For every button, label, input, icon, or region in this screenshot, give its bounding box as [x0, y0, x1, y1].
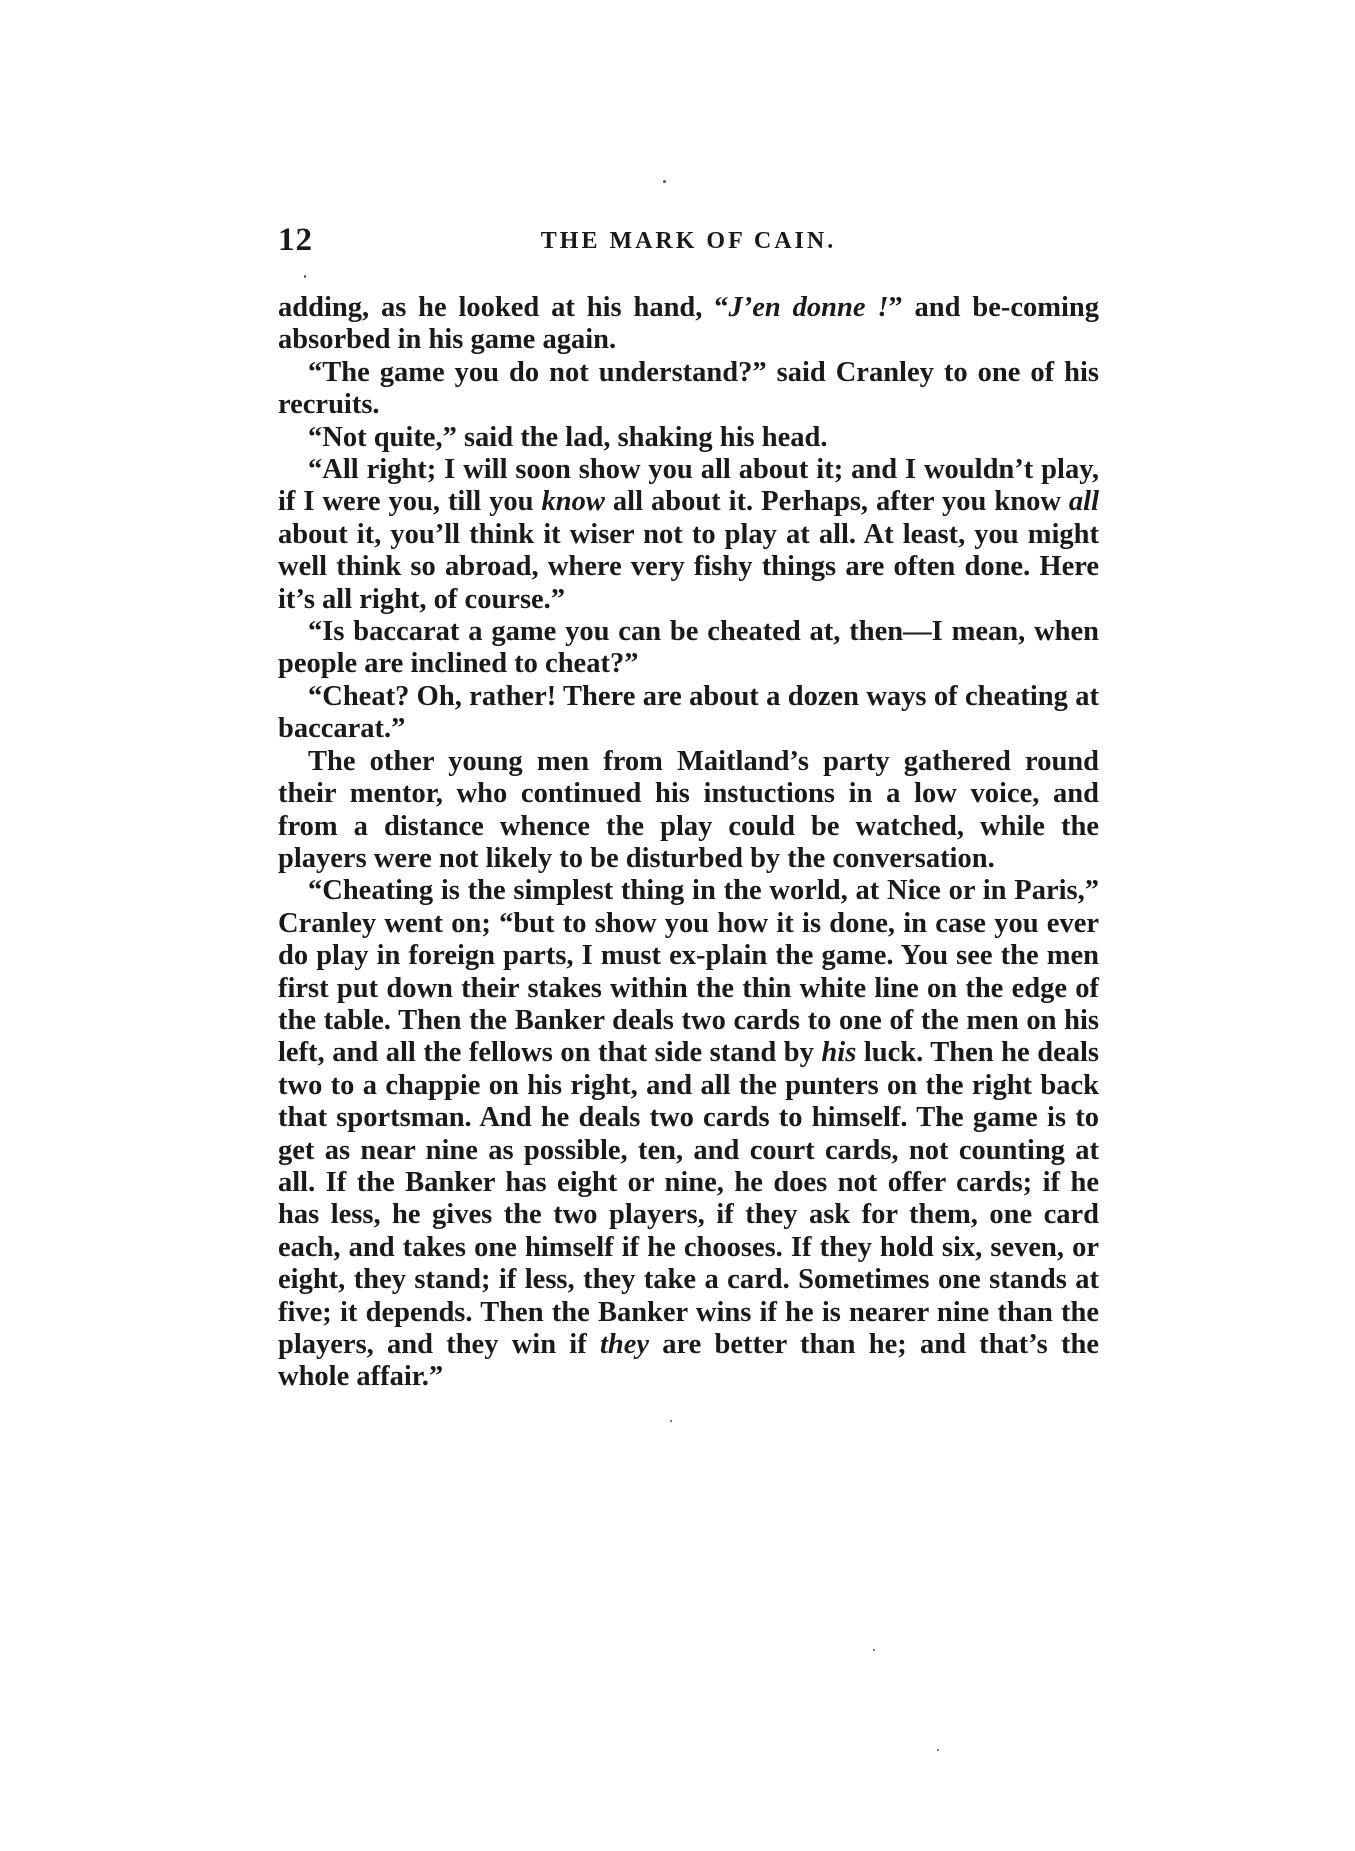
body-text [278, 292, 1099, 1394]
paragraph-3: “Not quite,” said the lad, shaking his head. [308, 421, 828, 453]
running-head [278, 222, 1099, 262]
italic-text: his [821, 1037, 857, 1069]
text-run: ” and be-coming absorbed in his game again. [278, 292, 1099, 356]
text-run: are better than he; and that’s the whole affair.” [278, 1329, 1099, 1393]
text-run: about it, you’ll think it wiser not to play at all. At least, you might well think so abroad, where very fishy things are often done. Here it’s all right, of course.” [278, 518, 1099, 615]
running-title: THE MARK OF CAIN. [540, 228, 837, 254]
page-number: 12 [278, 222, 313, 258]
paragraph-4 [278, 454, 1099, 616]
paragraph-5: “Is baccarat a game you can be cheated at, then—I mean, when people are inclined to cheat?” [278, 616, 1099, 680]
scan-speck [937, 1749, 939, 1751]
paragraph-1 [278, 292, 1099, 357]
text-run: “All right; I will soon show you all about it; and I wouldn’t play, if I were you, till you [278, 454, 1099, 518]
italic-text: J’en donne ! [728, 292, 889, 323]
scan-speck [304, 275, 306, 278]
italic-text: they [599, 1329, 650, 1360]
text-run: all about it. Perhaps, after you know [604, 486, 1069, 518]
scan-speck [873, 1649, 875, 1651]
scan-speck [663, 180, 666, 183]
text-run: “Cheating is the simplest thing in the world, at Nice or in Paris,” Cranley went on; “but to show you how it is done, in case you ever do play in foreign parts, I must ex-plain the game. You see the men first put down their stakes within the thin white line on the edge of the table. Then the Banker deals two cards to one of the men on his left, and all the fellows on that side stand by [278, 875, 1099, 1069]
paragraph-7: The other young men from Maitland’s party gathered round their mentor, who continued his instuctions in a low voice, and from a distance whence the play could be watched, while the players were not likely to be disturbed by the conversation. [278, 745, 1099, 874]
paragraph-8 [278, 875, 1099, 1394]
text-run: adding, as he looked at his hand, “ [278, 292, 729, 323]
italic-text: all [1068, 486, 1099, 518]
text-run: luck. Then he deals two to a chappie on his right, and all the punters on the right back that sportsman. And he deals two cards to himself. The game is to get as near nine as possible, ten, and court cards, not counting at all. If the Banker has eight or nine, he does not offer cards; if he has less, he gives the two players, if they ask for them, one card each, and takes one himself if he chooses. If they hold six, seven, or eight, they stand; if less, they take a card. Sometimes one stands at five; it depends. Then the Banker wins if he is nearer nine than the players, and they win if [278, 1037, 1099, 1360]
paragraph-6: “Cheat? Oh, rather! There are about a dozen ways of cheating at baccarat.” [278, 680, 1099, 745]
scan-speck [670, 1420, 672, 1422]
paragraph-2: “The game you do not understand?” said Cranley to one of his recruits. [278, 356, 1099, 421]
italic-text: know [541, 486, 605, 518]
